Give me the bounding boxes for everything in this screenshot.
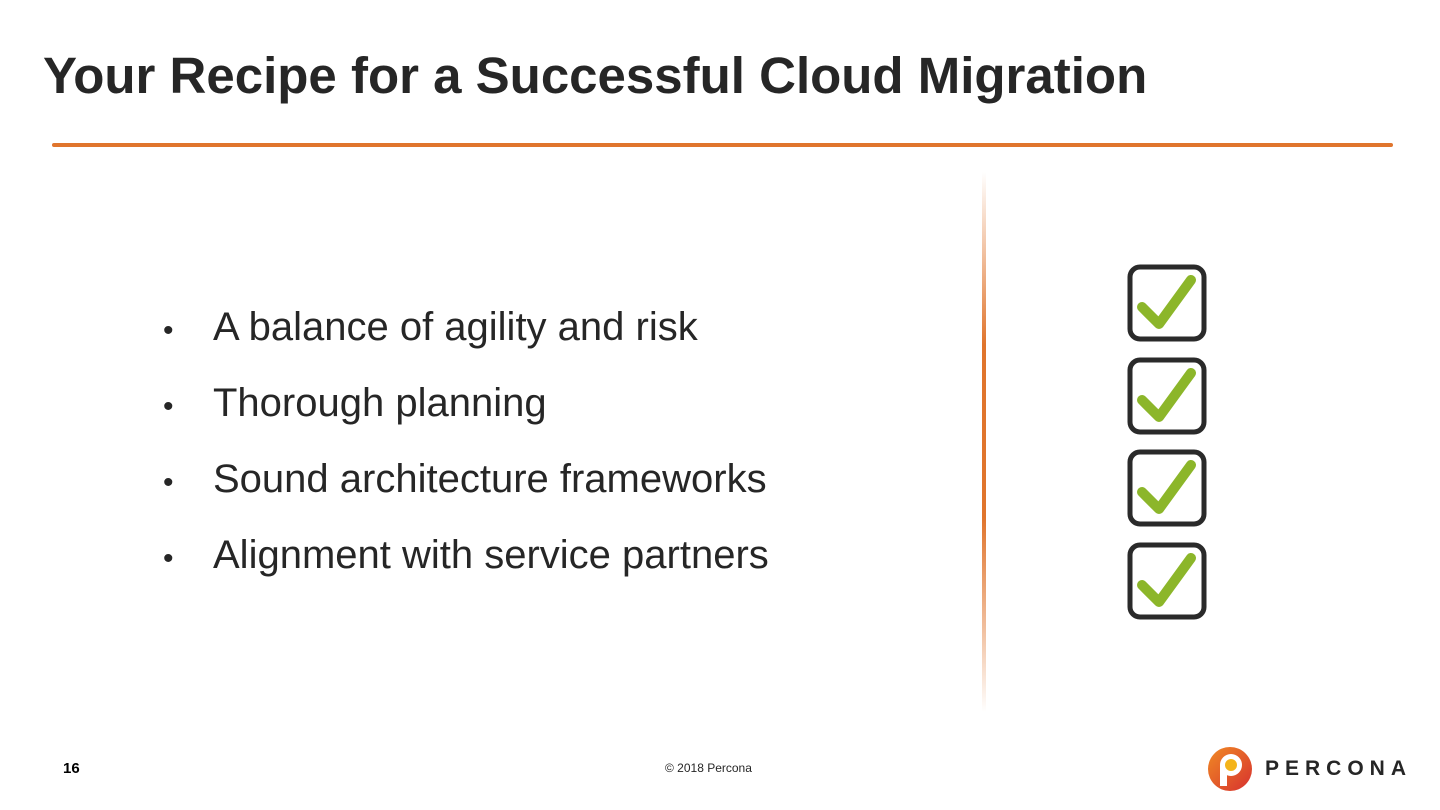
checkbox-checked-icon [1127, 264, 1207, 342]
slide-title: Your Recipe for a Successful Cloud Migration [43, 47, 1148, 104]
bullet-marker: • [163, 314, 174, 347]
page-number: 16 [63, 760, 80, 777]
title-divider [52, 143, 1393, 147]
bullet-list [163, 302, 769, 606]
copyright-notice: © 2018 Percona [665, 761, 752, 775]
bullet-marker: • [163, 390, 174, 423]
percona-logo-icon [1207, 746, 1253, 792]
bullet-marker: • [163, 466, 174, 499]
bullet-text: A balance of agility and risk [213, 305, 698, 349]
bullet-text: Sound architecture frameworks [213, 457, 767, 501]
checkbox-checked-icon [1127, 542, 1207, 620]
bullet-item [163, 302, 769, 378]
logo-wordmark: PERCONA [1265, 757, 1413, 780]
bullet-item [163, 454, 769, 530]
bullet-item [163, 378, 769, 454]
checkbox-checked-icon [1127, 357, 1207, 435]
bullet-marker: • [163, 542, 174, 575]
bullet-text: Thorough planning [213, 381, 547, 425]
bullet-item [163, 530, 769, 606]
bullet-text: Alignment with service partners [213, 533, 769, 577]
checkbox-checked-icon [1127, 449, 1207, 527]
percona-logo [1207, 746, 1412, 792]
vertical-divider [982, 172, 986, 712]
